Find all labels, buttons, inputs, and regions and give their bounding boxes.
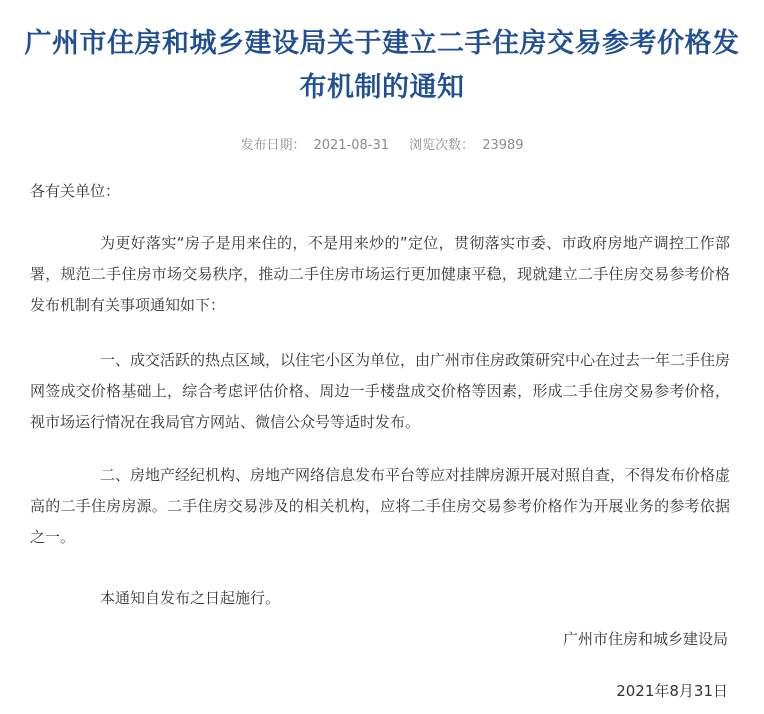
paragraph-item-2: 二、房地产经纪机构、房地产网络信息发布平台等应对挂牌房源开展对照自查，不得发布价格虚高的二手住房房源。二手住房交易涉及的相关机构，应将二手住房交易参考价格作为开展业务的参考依据之一。 [30,466,731,546]
greeting: 各有关单位： [30,182,121,200]
view-count-label: 浏览次数： [409,138,475,153]
publish-date-value: 2021-08-31 [313,138,390,153]
paragraph-item-1: 一、成交活跃的热点区域，以住宅小区为单位，由广州市住房政策研究中心在过去一年二手住房网签成交价格基础上，综合考虑评估价格、周边一手楼盘成交价格等因素，形成二手住房交易参考价格，视市场运行情况在我局官方网站、微信公众号等适时发布。 [30,351,731,431]
publish-date-label: 发布日期： [240,138,306,153]
publish-date-text [236,138,393,153]
notice-title: 广州市住房和城乡建设局关于建立二手住房交易参考价格发布机制的通知 [24,28,740,103]
paragraph-intro: 为更好落实“房子是用来住的，不是用来炒的”定位，贯彻落实市委、市政府房地产调控工作部署，规范二手住房市场交易秩序，推动二手住房市场运行更加健康平稳，现就建立二手住房交易参考价格发布机制有关事项通知如下： [30,234,730,314]
view-count-value: 23989 [482,138,524,153]
sign-date: 2021年8月31日 [616,682,728,700]
notice-meta [0,134,764,153]
view-count-text [405,138,527,153]
paragraph-effective: 本通知自发布之日起施行。 [100,589,281,607]
signer: 广州市住房和城乡建设局 [562,630,728,648]
